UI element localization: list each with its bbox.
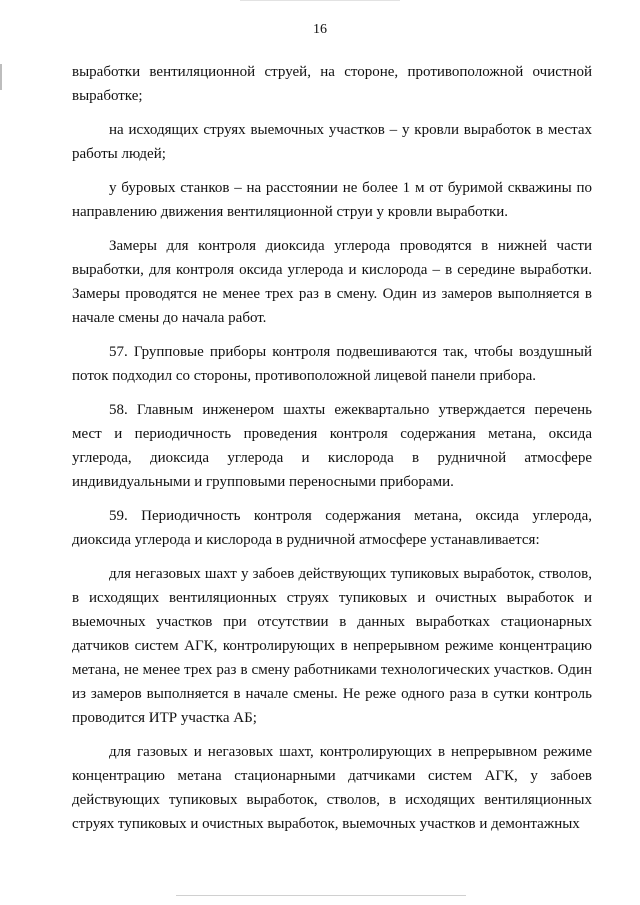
scan-edge-left	[0, 64, 2, 90]
paragraph: 57. Групповые приборы контроля подвешиваются так, чтобы воздушный поток подходил со стороны, противоположной лицевой панели прибора.	[72, 344, 592, 384]
paragraph: у буровых станков – на расстоянии не более 1 м от буримой скважины по направлению движения вентиляционной струи у кровли выработки.	[72, 180, 592, 220]
paragraph: выработки вентиляционной струей, на стороне, противоположной очистной выработке;	[72, 64, 592, 104]
paragraph: на исходящих струях выемочных участков – у кровли выработок в местах работы людей;	[72, 122, 592, 162]
paragraph: для газовых и негазовых шахт, контролирующих в непрерывном режиме концентрацию метана стационарными датчиками систем АГК, у забоев действующих тупиковых выработок, стволов, в исходящих вентиляционных струях тупиковых и очистных выработок, выемочных участков и демонтажных	[72, 744, 592, 832]
paragraph: 58. Главным инженером шахты ежеквартально утверждается перечень мест и периодичность проведения контроля содержания метана, оксида углерода, диоксида углерода и кислорода в рудничной атмосфере индивидуальными и групповыми переносными приборами.	[72, 402, 592, 490]
paragraph: для негазовых шахт у забоев действующих тупиковых выработок, стволов, в исходящих вентиляционных струях тупиковых и очистных выработок и выемочных участков при отсутствии в данных выработках стационарных датчиков систем АГК, контролирующих в непрерывном режиме концентрацию метана, не менее трех раз в смену работниками технологических участков. Один из замеров выполняется в начале смены. Не реже одного раза в сутки контроль проводится ИТР участка АБ;	[72, 566, 592, 726]
document-body	[72, 60, 592, 846]
page-number: 16	[313, 22, 327, 37]
paragraph: Замеры для контроля диоксида углерода проводятся в нижней части выработки, для контроля оксида углерода и кислорода – в середине выработки. Замеры проводятся не менее трех раз в смену. Один из замеров выполняется в начале смены до начала работ.	[72, 238, 592, 326]
paragraph: 59. Периодичность контроля содержания метана, оксида углерода, диоксида углерода и кислорода в рудничной атмосфере устанавливается:	[72, 508, 592, 548]
scan-edge-bottom	[176, 895, 466, 896]
scan-edge-top	[240, 0, 400, 1]
